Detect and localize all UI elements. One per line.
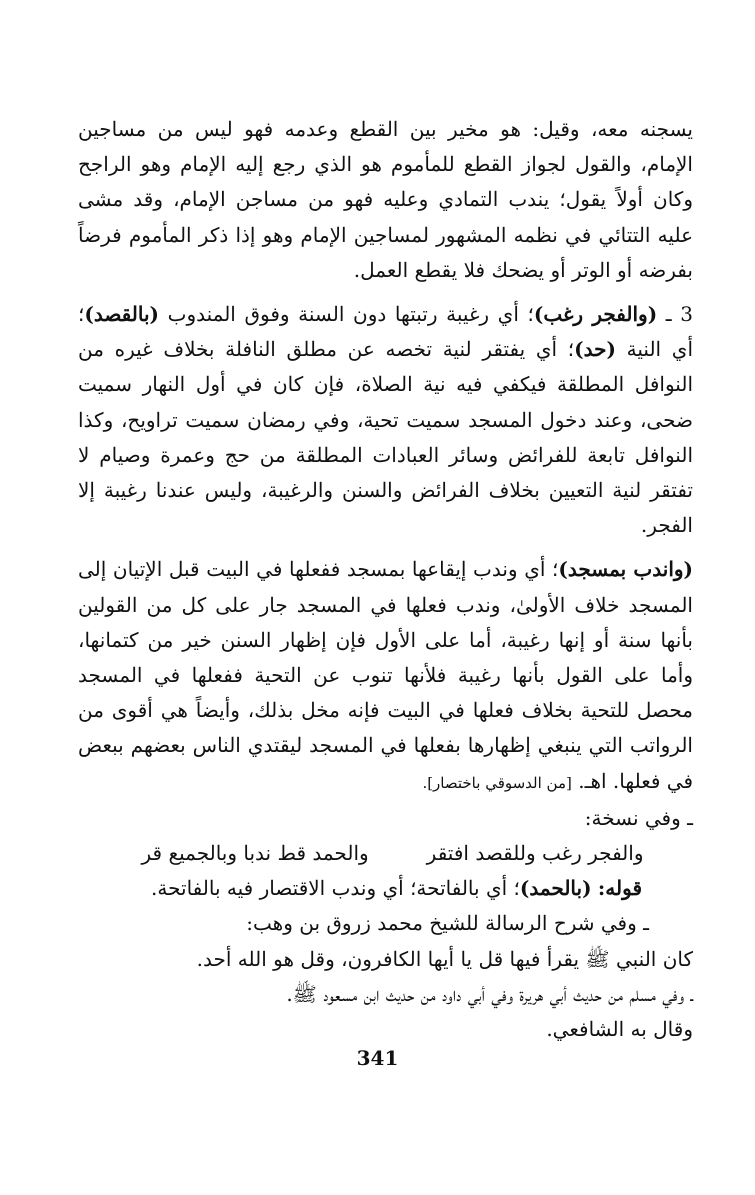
verse-hemistich-2: والحمد قط ندبا وبالجميع قر [141,841,369,866]
term-masjid: (واندب بمسجد) [558,557,693,582]
page-number: 341 [356,1046,399,1070]
source-citation: [من الدسوقي باختصار]. [422,773,572,792]
shafii-line: وقال به الشافعي. [546,1017,693,1042]
paragraph-4-text: ؛ أي بالفاتحة؛ أي وندب الاقتصار فيه بالفاتحة. [151,876,520,901]
paragraph-1 [78,112,693,288]
muslim-line: ـ وفي مسلم من حديث أبي هريرة وفي أبي داود من حديث ابن مسعود ﷺ. [286,981,693,1006]
term-qasd: (بالقصد) [84,302,159,327]
paragraph-2 [78,297,693,543]
term-fajr: (والفجر رغب) [533,302,658,327]
paragraph-3 [78,552,693,800]
paragraph-2-text-3: ؛ أي يفتقر لنية تخصه عن مطلق النافلة بخلاف غيره من النوافل المطلقة فيكفي فيه نية الصلاة، فإن كان في أول النهار سميت ضحى، وعند دخول المسجد سميت تحية، وفي رمضان سميت تراويح، وكذا النوافل تابعة للفرائض وسائر العبادات المطلقة من حج وعمرة وصيام لا تفتقر لنية التعيين بخلاف الفرائض والسنن والرغيبة، وليس عندنا رغيبة إلا الفجر. [78,337,693,538]
paragraph-2-text-1: ؛ أي رغيبة رتبتها دون السنة وفوق المندوب [167,302,534,327]
term-hamd: (بالحمد) [519,876,592,901]
page-body [78,112,693,1047]
risala-intro: ـ وفي شرح الرسالة للشيخ محمد زروق بن وهب: [246,911,649,936]
hadith-line: كان النبي ﷺ يقرأ فيها قل يا أيها الكافرون، وقل هو الله أحد. [196,946,693,971]
variant-intro: ـ وفي نسخة: [584,805,693,830]
poem-verse [68,836,717,871]
paragraph-1-text: يسجنه معه، وقيل: هو مخير بين القطع وعدمه فهو ليس من مساجين الإمام، والقول لجواز القطع للمأموم هو الذي رجع إليه الإمام وهو الراجح وكان أولاً يقول؛ يندب التمادي وعليه فهو من مساجن الإمام، وقد مشى عليه التتائي في نظمه المشهور لمساجين الإمام وهو إذا ذكر المأموم فرضاً بفرضه أو الوتر أو يضحك فلا يقطع العمل. [78,117,694,282]
paragraph-2-number: 3 ـ [665,302,693,327]
paragraph-4 [78,871,693,906]
term-hadd: (حد) [574,337,616,362]
paragraph-3-text: ؛ أي وندب إيقاعها بمسجد ففعلها في البيت قبل الإتيان إلى المسجد خلاف الأولىٰ، وندب فعلها في المسجد جار على كل من القولين بأنها سنة أو إنها رغيبة، أما على الأول فإن إظهار السنن خير من كتمانها، وأما على القول بأنها رغيبة فلأنها تنوب عن التحية ففعلها في المسجد محصل للتحية بخلاف فعلها في البيت فإنه مخل بذلك، وأيضاً هي أقوى من الرواتب التي ينبغي إظهارها بفعلها في المسجد ليقتدي الناس بعضهم ببعض في فعلها. اهـ. [78,557,693,793]
verse-hemistich-1: والفجر رغب وللقصد افتقر [426,841,644,866]
qawluhu-label: قوله: [597,876,642,901]
paragraph-2-text-2: ؛ أي النية [78,302,694,362]
